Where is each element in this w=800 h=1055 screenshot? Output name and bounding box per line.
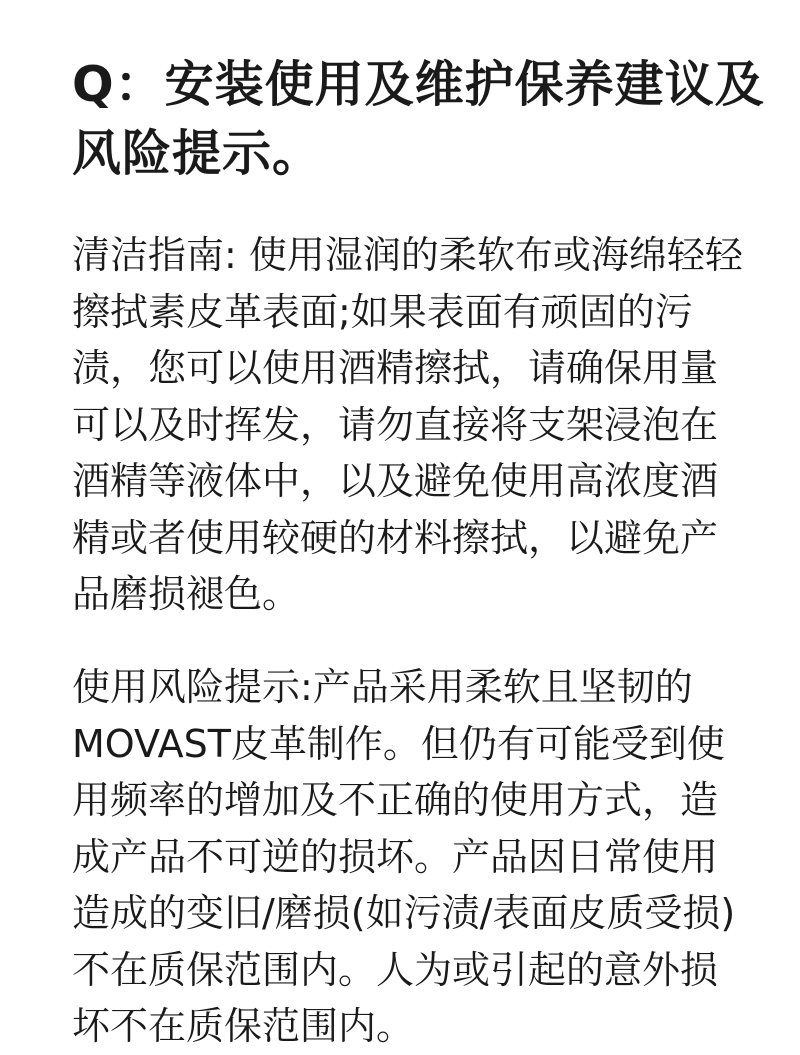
- text-line: 可以及时挥发，请勿直接将支架浸泡在: [72, 402, 719, 447]
- title-line: Q：安装使用及维护保养建议及: [72, 56, 765, 113]
- text-line: 不在质保范围内。人为或引起的意外损: [72, 947, 719, 992]
- text-line: 渍，您可以使用酒精擦拭，请确保用量: [72, 346, 719, 390]
- usage-risk-paragraph: [72, 659, 736, 1055]
- text-line: 清洁指南: 使用湿润的柔软布或海绵轻轻: [72, 233, 743, 277]
- page-title: [72, 50, 765, 188]
- text-line: MOVAST皮革制作。但仍有可能受到使: [72, 721, 725, 766]
- text-line: 品磨损褪色。: [72, 572, 301, 616]
- title-line: 风险提示。: [72, 125, 323, 182]
- cleaning-guide-paragraph: [72, 227, 743, 623]
- text-line: 酒精等液体中，以及避免使用高浓度酒: [72, 459, 719, 503]
- text-line: 造成的变旧/磨损(如污渍/表面皮质受损): [72, 891, 736, 935]
- text-line: 使用风险提示:产品采用柔软且坚韧的: [72, 665, 693, 709]
- text-line: 坏不在质保范围内。: [72, 1004, 415, 1048]
- text-line: 擦拭素皮革表面;如果表面有顽固的污: [72, 289, 693, 334]
- text-line: 成产品不可逆的损坏。产品因日常使用: [72, 834, 719, 879]
- text-line: 精或者使用较硬的材料擦拭，以避免产: [72, 515, 719, 560]
- text-line: 用频率的增加及不正确的使用方式，造: [72, 778, 719, 822]
